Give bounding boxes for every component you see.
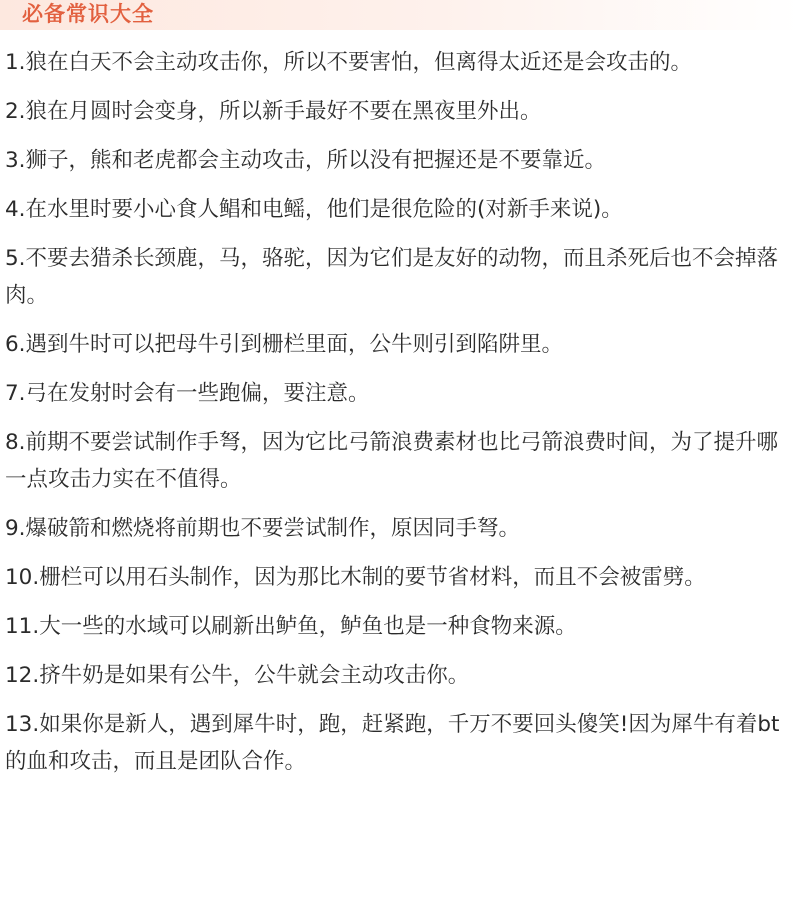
section-header: [0, 0, 800, 30]
tip-item-7: 7.弓在发射时会有一些跑偏，要注意。: [5, 381, 370, 406]
tip-item-10: 10.栅栏可以用石头制作，因为那比木制的要节省材料，而且不会被雷劈。: [5, 565, 706, 590]
tip-item-9: 9.爆破箭和燃烧将前期也不要尝试制作，原因同手弩。: [5, 516, 521, 541]
tip-item-6: 6.遇到牛时可以把母牛引到栅栏里面，公牛则引到陷阱里。: [5, 332, 564, 357]
tip-item-12: 12.挤牛奶是如果有公牛，公牛就会主动攻击你。: [5, 663, 470, 688]
tip-item-2: 2.狼在月圆时会变身，所以新手最好不要在黑夜里外出。: [5, 99, 542, 124]
tips-list: [5, 44, 795, 792]
tip-item-5: 5.不要去猎杀长颈鹿，马，骆驼，因为它们是友好的动物，而且杀死后也不会掉落肉。: [5, 246, 779, 308]
tip-item-3: 3.狮子，熊和老虎都会主动攻击，所以没有把握还是不要靠近。: [5, 148, 607, 173]
tip-item-11: 11.大一些的水域可以刷新出鲈鱼，鲈鱼也是一种食物来源。: [5, 614, 577, 639]
tip-item-13: 13.如果你是新人，遇到犀牛时，跑，赶紧跑，千万不要回头傻笑!因为犀牛有着bt的血和攻击，而且是团队合作。: [5, 712, 780, 774]
tip-item-8: 8.前期不要尝试制作手弩，因为它比弓箭浪费素材也比弓箭浪费时间，为了提升哪一点攻击力实在不值得。: [5, 430, 779, 492]
tip-item-4: 4.在水里时要小心食人鲳和电鳐，他们是很危险的(对新手来说)。: [5, 197, 623, 222]
section-title: 必备常识大全: [22, 2, 154, 26]
tip-item-1: 1.狼在白天不会主动攻击你，所以不要害怕，但离得太近还是会攻击的。: [5, 50, 693, 75]
